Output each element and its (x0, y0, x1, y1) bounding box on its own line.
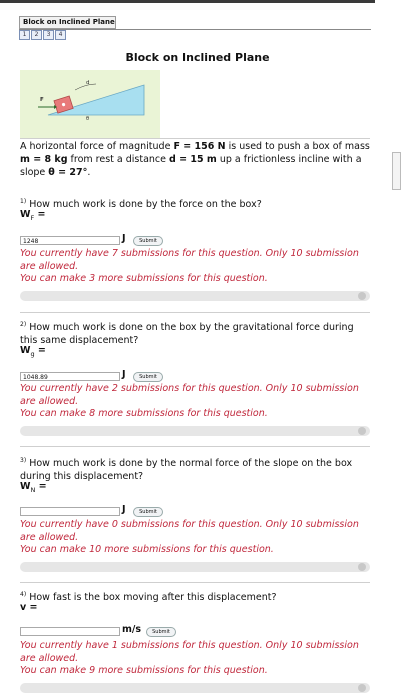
page-title: Block on Inclined Plane (125, 51, 270, 64)
message-bar[interactable] (20, 683, 370, 693)
question-number: 3) (20, 457, 27, 464)
unit-label: J (122, 233, 126, 244)
answer-input-4[interactable] (20, 627, 120, 636)
variable-label: $W_g$ = (20, 345, 46, 358)
submission-message: You currently have 2 submissions for this question. Only 10 submission are allowed. (20, 383, 359, 407)
mass-value: m = 8 kg (20, 154, 68, 165)
question-number: 2) (20, 321, 27, 328)
expand-icon[interactable] (358, 563, 366, 571)
figure-divider (20, 138, 370, 139)
question-1: $^{1)}$ How much work is done by the force on the box? (20, 198, 262, 211)
message-bar[interactable] (20, 426, 370, 436)
question-divider (20, 582, 370, 583)
incline-figure (20, 70, 160, 138)
submission-message: You currently have 1 submissions for this question. Only 10 submission are allowed. (20, 640, 359, 664)
expand-icon[interactable] (358, 684, 366, 692)
answer-input-3[interactable] (20, 507, 120, 516)
expand-icon[interactable] (358, 427, 366, 435)
submit-button-1[interactable]: Submit (133, 236, 163, 246)
remaining-message: You can make 9 more submissions for this question. (20, 665, 268, 676)
unit-label: J (122, 504, 126, 515)
question-4: $^{4)}$ How fast is the box moving after this displacement? (20, 591, 277, 604)
question-divider (20, 446, 370, 447)
submit-button-2[interactable]: Submit (133, 372, 163, 382)
submit-button-4[interactable]: Submit (146, 627, 176, 637)
unit-label: m/s (122, 624, 142, 635)
expand-icon[interactable] (358, 292, 366, 300)
distance-value: d = 15 m (169, 154, 217, 165)
problem-statement: A horizontal force of magnitude F = 156 N is used to push a box of mass m = 8 kg from rest a distance d = 15 m up a frictionless incline with a slope θ = 27°. (20, 141, 370, 178)
remaining-message: You can make 8 more submissions for this question. (20, 408, 268, 419)
scrollbar-thumb[interactable] (392, 152, 401, 190)
page-tab-4[interactable]: 4 (55, 30, 66, 40)
unit-label: J (122, 369, 126, 380)
submission-message: You currently have 7 submissions for this question. Only 10 submission are allowed. (20, 248, 359, 272)
remaining-message: You can make 3 more submissions for this question. (20, 273, 268, 284)
force-value: F = 156 N (173, 141, 226, 152)
message-bar[interactable] (20, 562, 370, 572)
question-number: 4) (20, 591, 27, 598)
page-tabs (19, 30, 67, 40)
question-number: 1) (20, 198, 27, 205)
submission-message: You currently have 0 submissions for this question. Only 10 submission are allowed. (20, 519, 359, 543)
question-divider (20, 312, 370, 313)
distance-label: d (86, 80, 90, 86)
variable-label: v = (20, 602, 38, 613)
message-bar[interactable] (20, 291, 370, 301)
page-tab-1[interactable]: 1 (19, 30, 30, 40)
slope-value: θ = 27° (48, 167, 88, 178)
page-tab-2[interactable]: 2 (31, 30, 42, 40)
question-2: $^{2)}$ How much work is done on the box by the gravitational force during this same displacement? (20, 321, 354, 346)
variable-label: $W_N$ = (20, 481, 47, 494)
remaining-message: You can make 10 more submissions for this question. (20, 544, 274, 555)
force-label: F (40, 97, 44, 103)
answer-input-2[interactable]: 1048.89 (20, 372, 120, 381)
page-tab-3[interactable]: 3 (43, 30, 54, 40)
tab-divider (19, 29, 371, 30)
angle-label: θ (86, 116, 90, 122)
submit-button-3[interactable]: Submit (133, 507, 163, 517)
problem-tab-title[interactable]: Block on Inclined Plane (19, 16, 116, 29)
variable-label: $W_F$ = (20, 209, 46, 222)
question-3: $^{3)}$ How much work is done by the normal force of the slope on the box during this displacement? (20, 457, 353, 482)
incline-diagram (20, 70, 160, 138)
answer-input-1[interactable]: 1248 (20, 236, 120, 245)
top-bar (0, 0, 375, 3)
